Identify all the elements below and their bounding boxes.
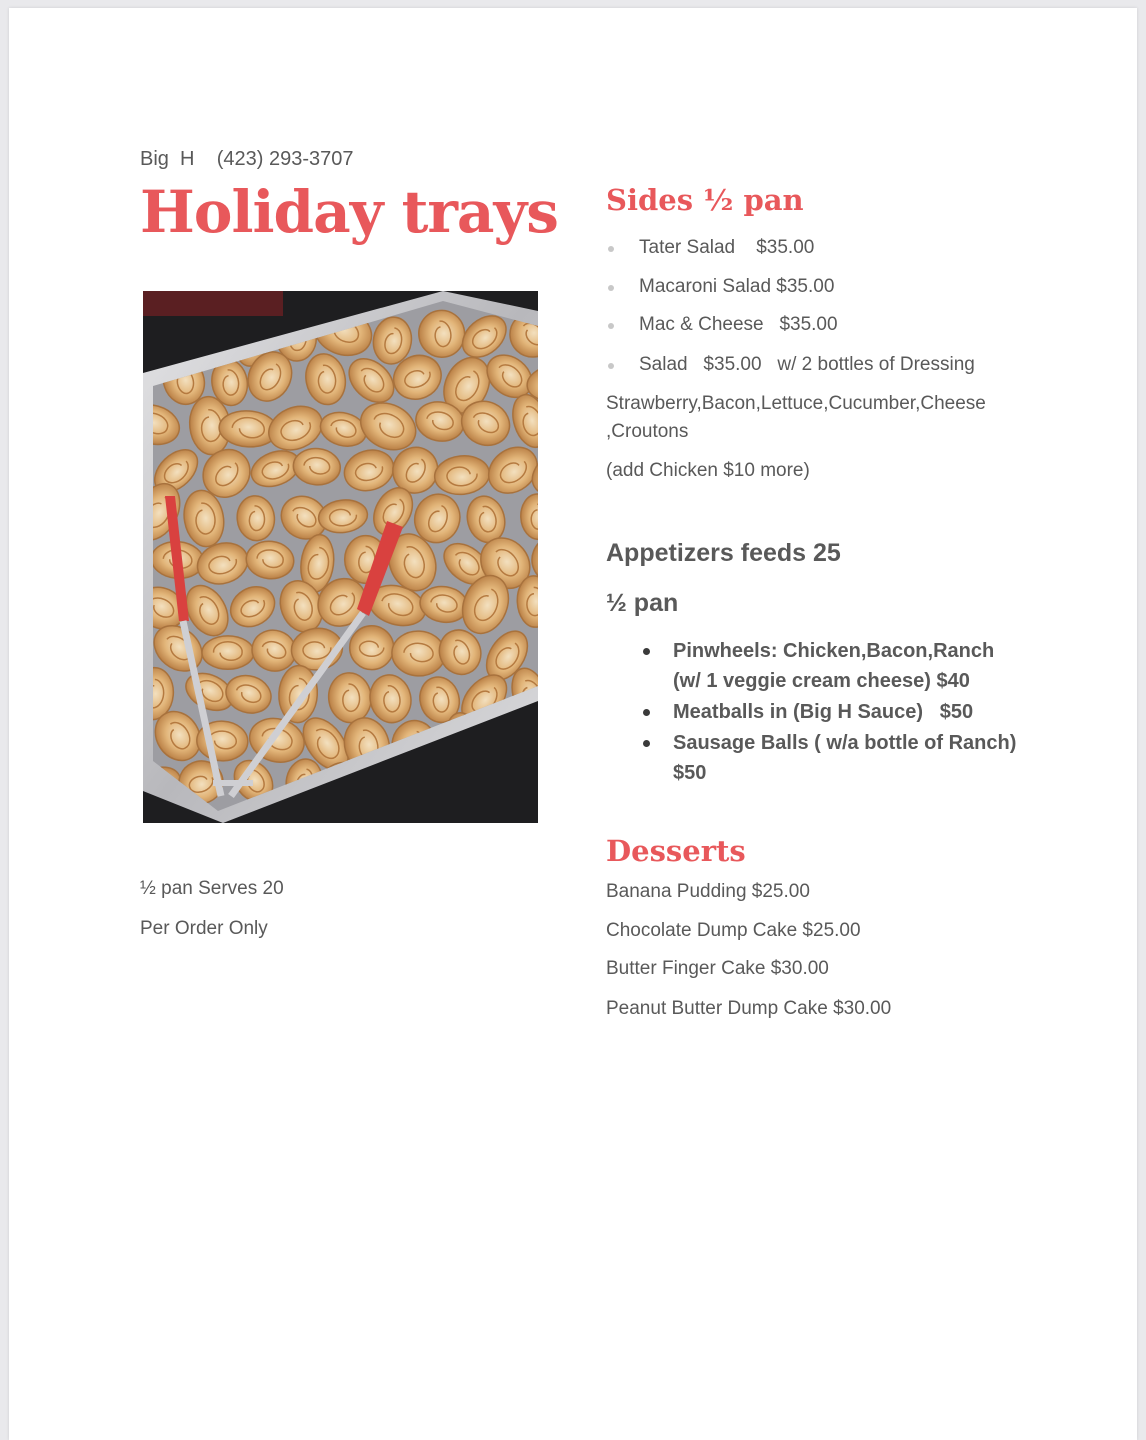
bullet-icon <box>643 709 650 716</box>
appetizer-item: Sausage Balls ( w/a bottle of Ranch) $50 <box>639 728 1019 788</box>
appetizer-item: Meatballs in (Big H Sauce) $50 <box>639 697 1019 727</box>
salad-toppings-line-1: Strawberry,Bacon,Lettuce,Cucumber,Cheese <box>606 393 986 414</box>
bullet-icon <box>643 740 650 747</box>
dessert-item: Chocolate Dump Cake $25.00 <box>606 920 861 941</box>
salad-toppings-line-2: ,Croutons <box>606 421 689 442</box>
serves-note: ½ pan Serves 20 <box>140 878 284 899</box>
business-contact-line <box>140 148 353 171</box>
sides-heading: Sides ½ pan <box>606 183 804 217</box>
bullet-icon <box>608 246 614 252</box>
add-chicken-note: (add Chicken $10 more) <box>606 460 810 481</box>
bullet-icon <box>608 285 614 291</box>
dessert-item: Peanut Butter Dump Cake $30.00 <box>606 998 892 1019</box>
menu-page: Big H (423) 293-3707 Holiday trays ½ pan Serves 20 Per Order Only Sides ½ pan Tater Salad $35.00 Macaroni Salad $35.00 Mac & Cheese $35.00 Salad $35.00 w/ 2 bottles of Dressing Strawberry,Bacon,Lettuce,Cucumber,Cheese ,Croutons (add Chicken $10 more) Appetizers feeds 25 ½ pan Pinwheels: Chicken,Bacon,Ranch (w/ 1 veggie cream cheese) $40 Meatballs in (Big H Sauce) $50 Sausage Balls ( w/a bottle of Ranch) $50 Desserts Banana Pudding $25.00 Chocolate Dump Cake $25.00 Butter Finger Cake $30.00 Peanut Butter Dump Cake $30.00 <box>9 8 1137 1440</box>
bullet-icon <box>608 323 614 329</box>
business-name: Big H <box>140 148 195 170</box>
dessert-item: Butter Finger Cake $30.00 <box>606 958 829 979</box>
pinwheels-tray-image <box>143 291 538 823</box>
appetizer-item: Pinwheels: Chicken,Bacon,Ranch (w/ 1 veggie cream cheese) $40 <box>639 636 1019 696</box>
dessert-item: Banana Pudding $25.00 <box>606 881 810 902</box>
per-order-note: Per Order Only <box>140 918 268 939</box>
appetizers-subheading: ½ pan <box>606 589 679 617</box>
phone-number: (423) 293-3707 <box>216 148 354 170</box>
bullet-icon <box>608 363 614 369</box>
bullet-icon <box>643 648 650 655</box>
appetizers-heading: Appetizers feeds 25 <box>606 539 841 567</box>
pinwheels-tray-photo <box>143 291 538 823</box>
desserts-heading: Desserts <box>606 834 746 868</box>
page-title: Holiday trays <box>140 178 558 246</box>
